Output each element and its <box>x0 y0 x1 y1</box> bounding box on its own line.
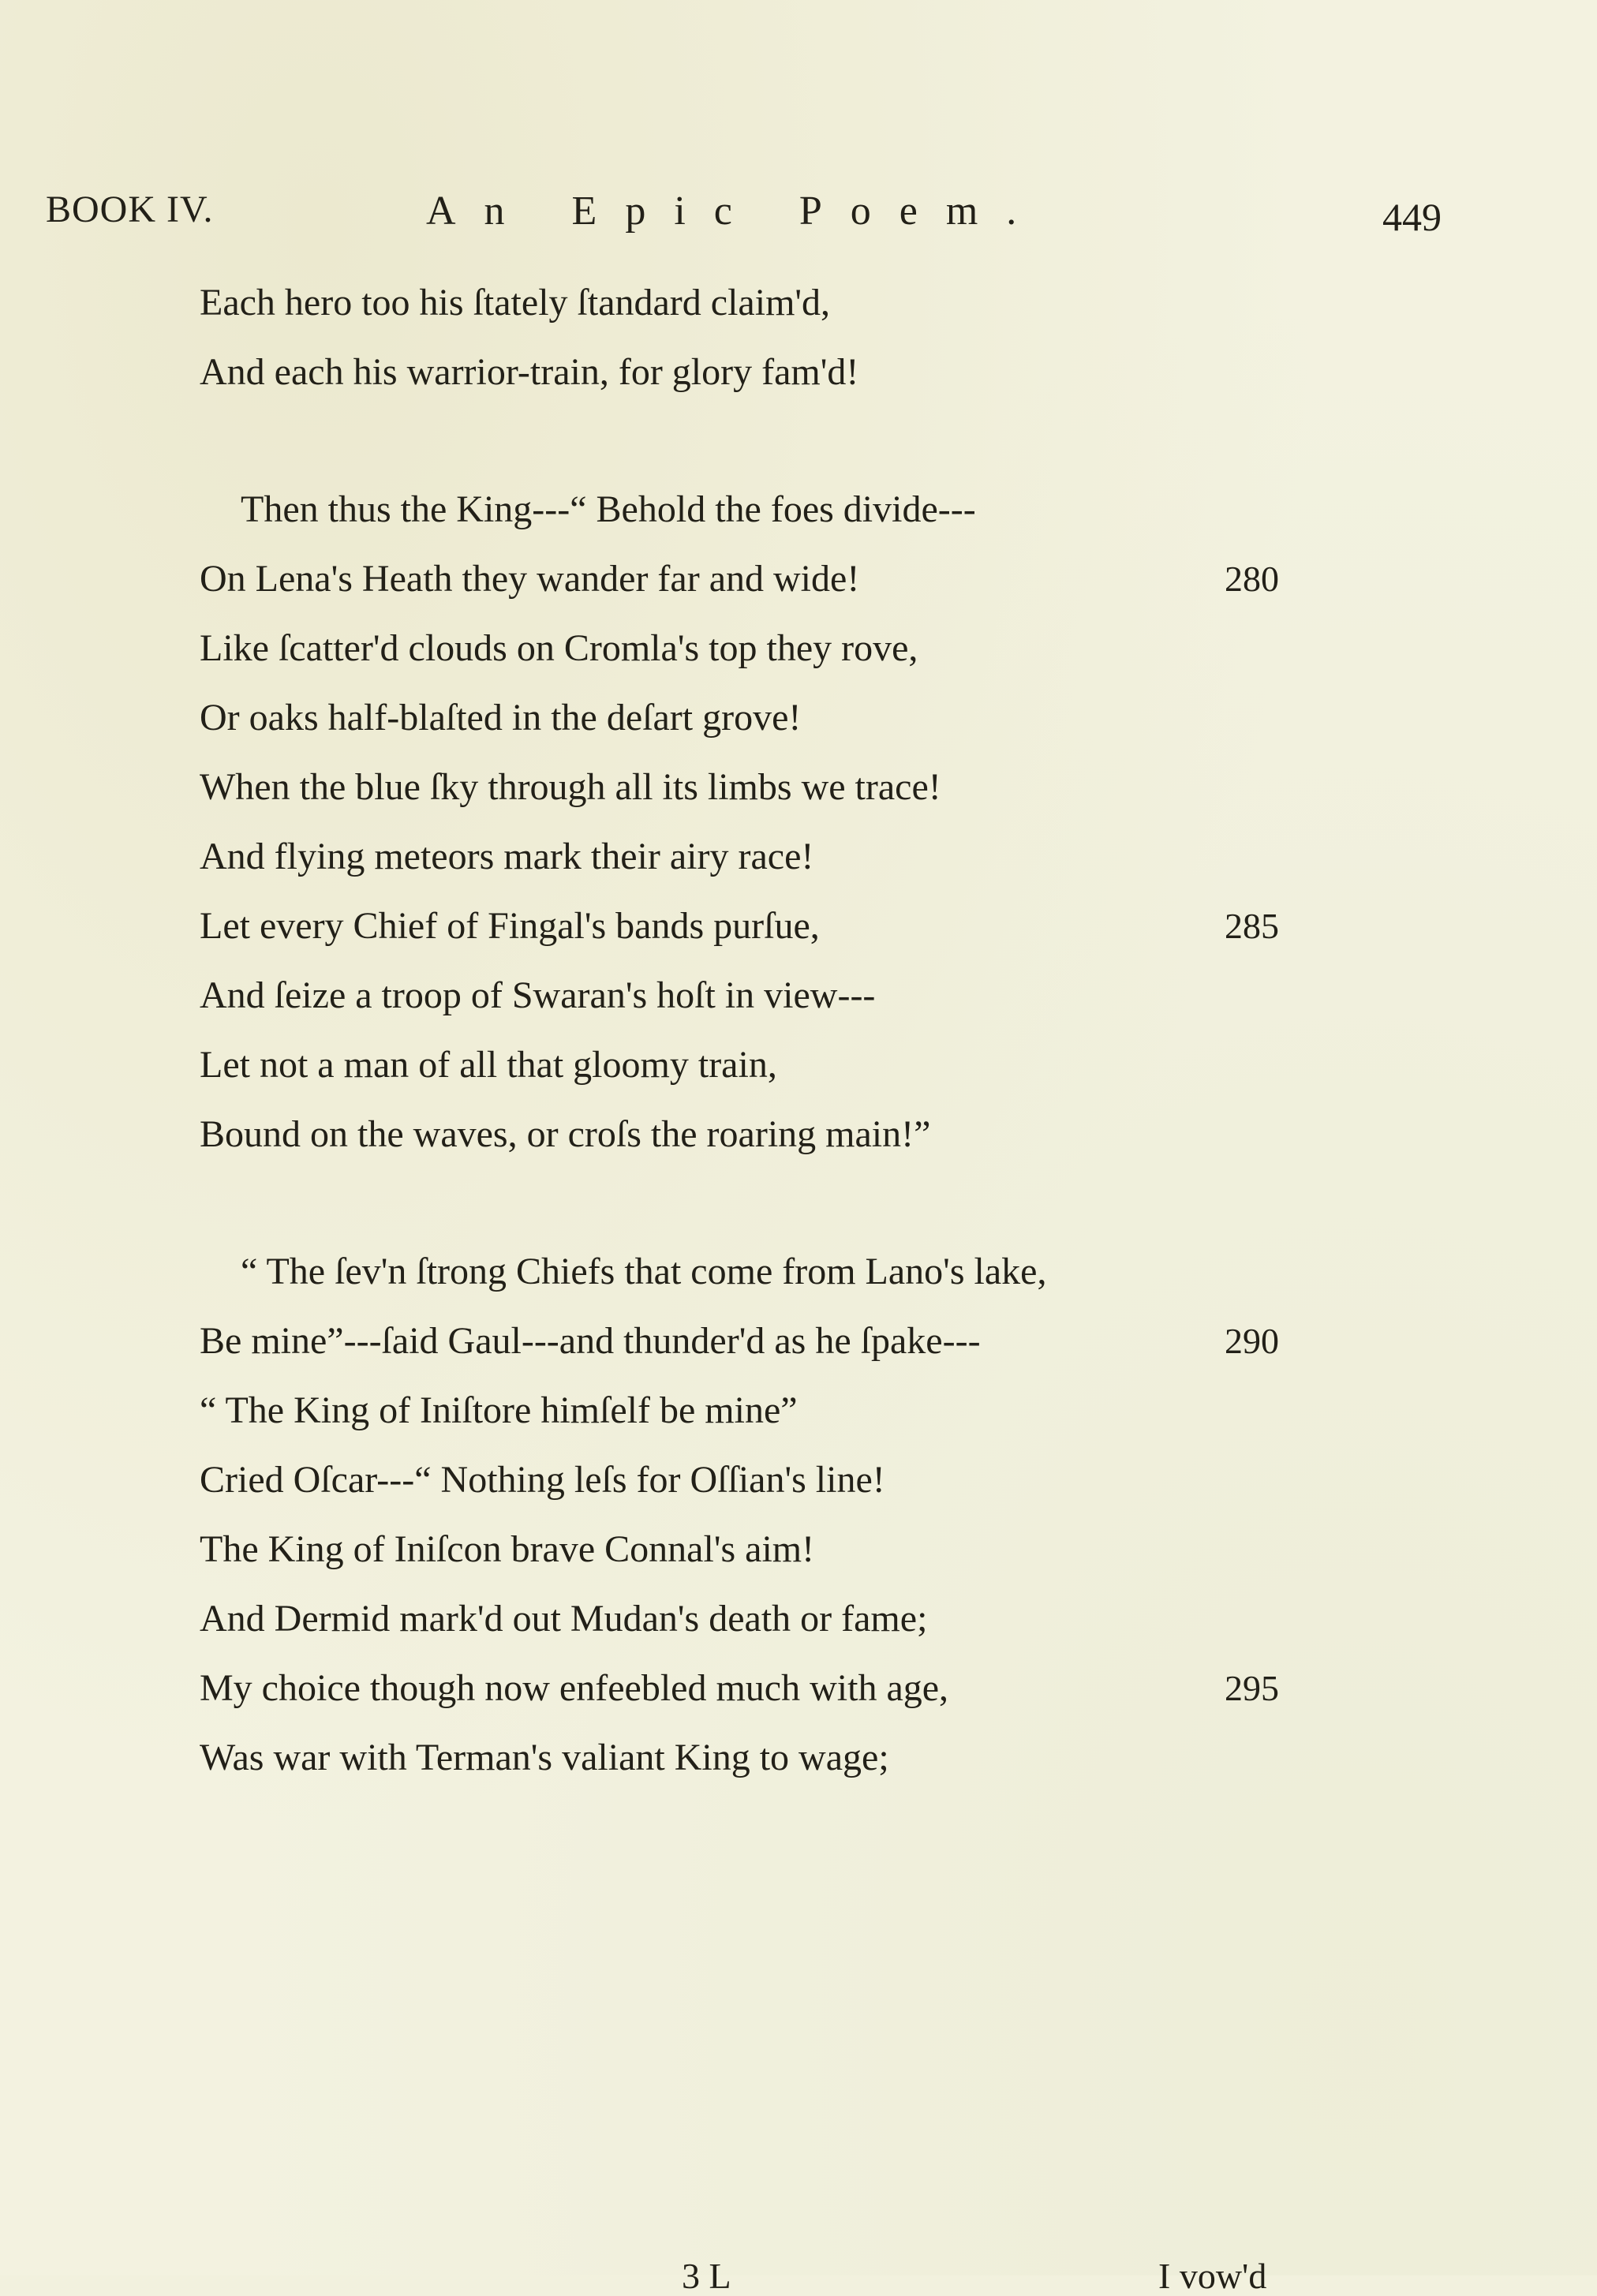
line-text: Let not a man of all that gloomy train, <box>200 1044 777 1086</box>
line-text: And each his warrior-train, for glory fam'd! <box>200 351 859 393</box>
book-label: BOOK IV. <box>46 189 214 230</box>
poem-line <box>0 1584 1597 1654</box>
line-text: The King of Iniſcon brave Connal's aim! <box>200 1528 815 1570</box>
line-text: And Dermid mark'd out Mudan's death or fame; <box>200 1598 928 1640</box>
poem-line <box>0 1654 1597 1723</box>
poem-line <box>0 1445 1597 1515</box>
line-text: Like ſcatter'd clouds on Cromla's top they rove, <box>200 627 918 669</box>
line-number: 285 <box>1225 906 1279 946</box>
poem-line <box>0 338 1597 407</box>
catchword: I vow'd <box>1158 2256 1267 2296</box>
stanza-break <box>0 407 1597 475</box>
line-text: On Lena's Heath they wander far and wide! <box>200 558 860 600</box>
poem-line <box>0 683 1597 753</box>
poem-line <box>0 1307 1597 1376</box>
poem-text <box>0 268 1597 1793</box>
signature-mark: 3 L <box>682 2256 731 2296</box>
poem-line <box>0 1030 1597 1100</box>
poem-line <box>0 475 1597 544</box>
line-text: And flying meteors mark their airy race! <box>200 836 814 877</box>
line-number: 290 <box>1225 1321 1279 1361</box>
line-text: “ The ſev'n ſtrong Chiefs that come from Lano's lake, <box>241 1251 1047 1292</box>
running-header <box>0 180 1597 243</box>
stanza-break <box>0 1169 1597 1237</box>
line-text: Cried Oſcar---“ Nothing leſs for Oſſian's line! <box>200 1459 885 1501</box>
poem-line <box>0 268 1597 338</box>
poem-line <box>0 1723 1597 1793</box>
line-number: 280 <box>1225 559 1279 599</box>
line-text: Was war with Terman's valiant King to wage; <box>200 1737 889 1778</box>
line-text: My choice though now enfeebled much with age, <box>200 1667 949 1709</box>
line-text: Be mine”---ſaid Gaul---and thunder'd as he ſpake--- <box>200 1320 981 1362</box>
poem-line <box>0 1237 1597 1307</box>
line-text: Then thus the King---“ Behold the foes divide--- <box>241 488 976 530</box>
line-number: 295 <box>1225 1668 1279 1708</box>
line-text: Bound on the waves, or croſs the roaring main!” <box>200 1113 931 1155</box>
line-text: Let every Chief of Fingal's bands purſue, <box>200 905 820 947</box>
poem-line <box>0 1100 1597 1169</box>
poem-line <box>0 892 1597 961</box>
poem-line <box>0 822 1597 892</box>
line-text: And ſeize a troop of Swaran's hoſt in view--- <box>200 974 876 1016</box>
poem-line <box>0 753 1597 822</box>
poem-line <box>0 961 1597 1030</box>
poem-line <box>0 614 1597 683</box>
poem-line <box>0 1376 1597 1445</box>
line-text: Or oaks half-blaſted in the deſart grove! <box>200 697 802 739</box>
poem-line <box>0 544 1597 614</box>
running-title: An Epic Poem. <box>426 189 1045 234</box>
page-number: 449 <box>1382 195 1442 239</box>
line-text: When the blue ſky through all its limbs we trace! <box>200 766 941 808</box>
line-text: Each hero too his ſtately ſtandard claim'd, <box>200 282 831 323</box>
line-text: “ The King of Iniſtore himſelf be mine” <box>200 1389 798 1431</box>
poem-line <box>0 1515 1597 1584</box>
